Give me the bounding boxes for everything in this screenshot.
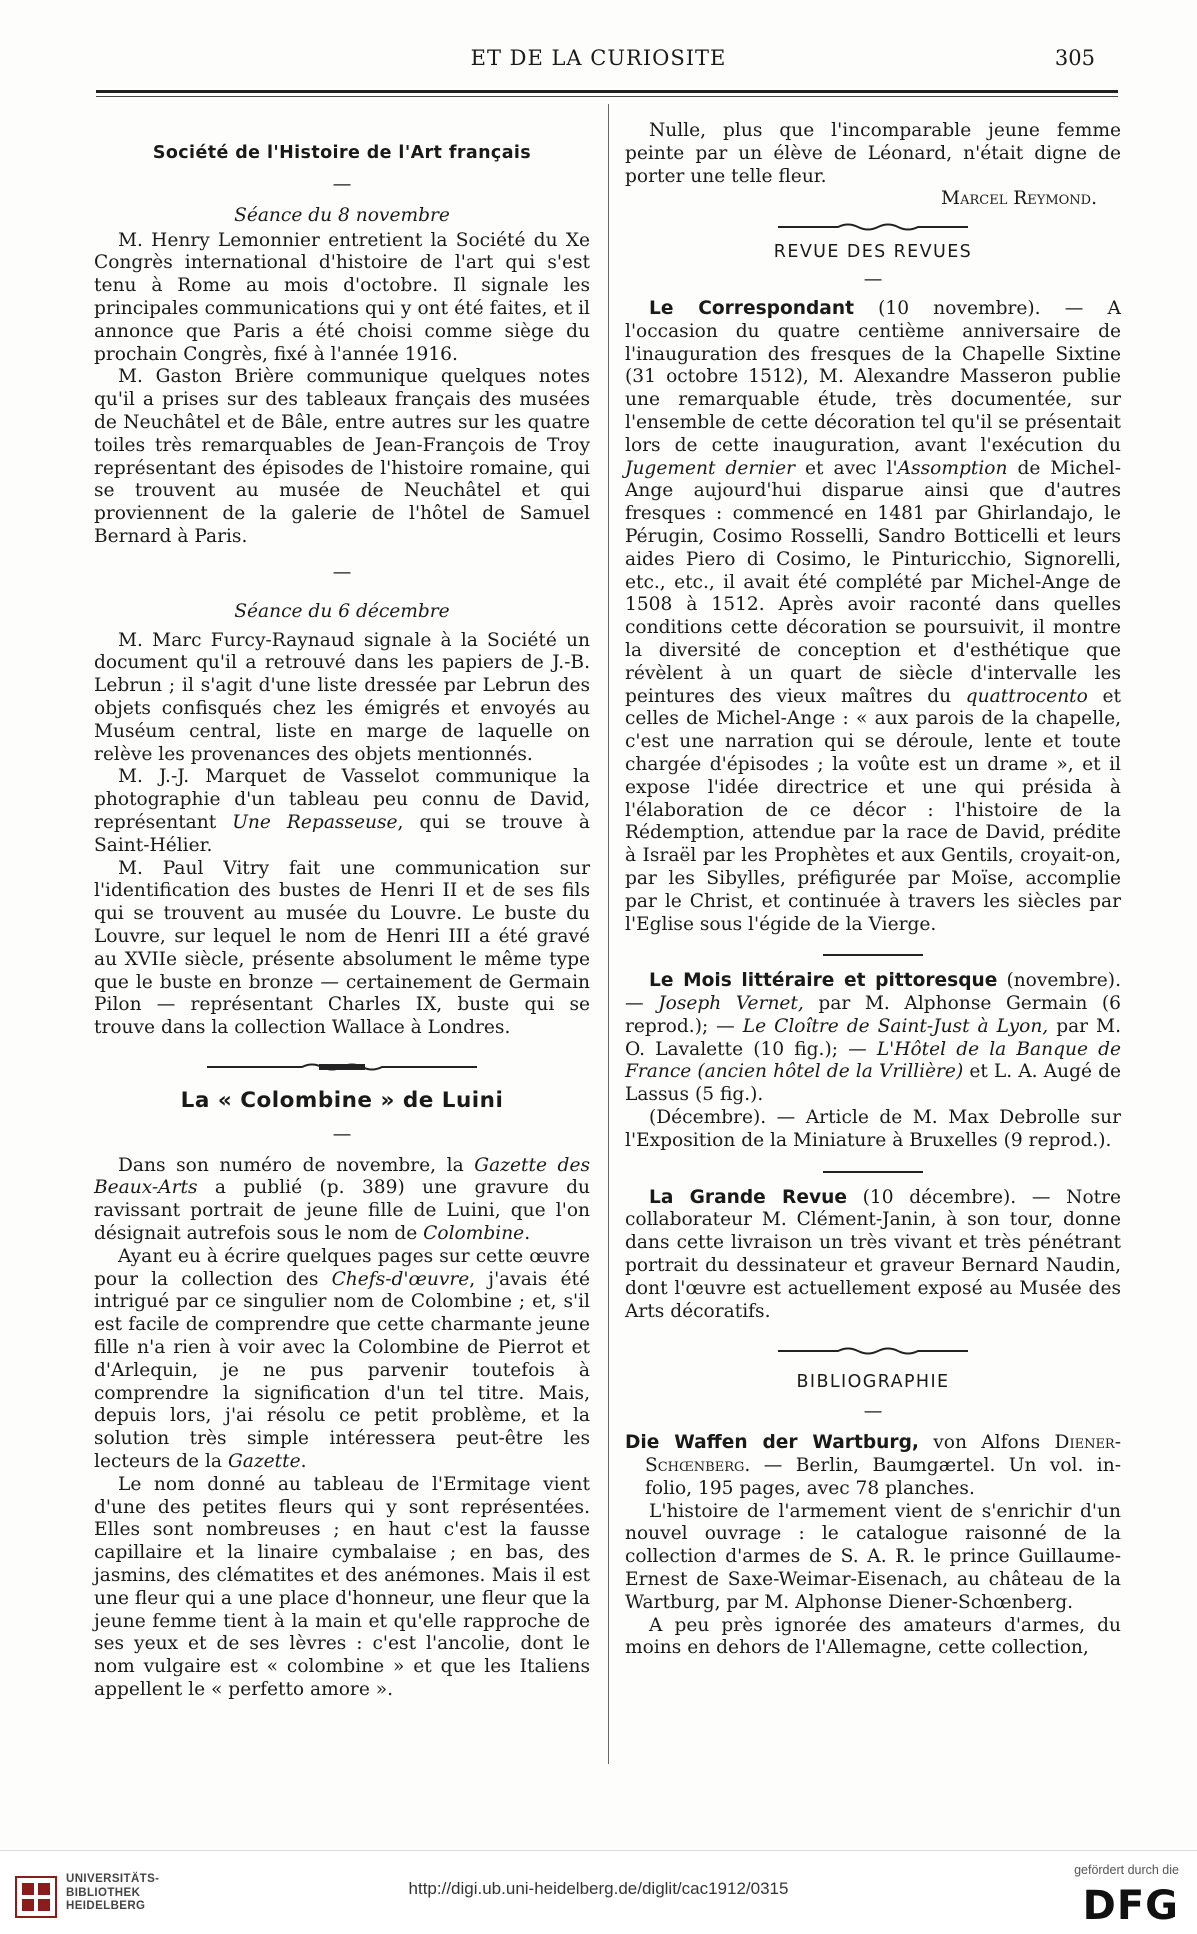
section-dash: —	[863, 268, 883, 290]
text-run: Ayant eu à écrire quelques pages sur cette œuvre pour la collection des	[94, 1245, 590, 1290]
library-name-line: BIBLIOTHEK	[66, 1886, 141, 1899]
term: quattrocento	[965, 685, 1088, 707]
text-run: par M. O. Lavalette (10 fig.); —	[625, 1015, 1121, 1060]
paragraph: Nulle, plus que l'incomparable jeune femme peinte par un élève de Léonard, n'était digne de porter une telle fleur.	[625, 120, 1121, 187]
paragraph: M. Henry Lemonnier entretient la Société du Xe Congrès international d'histoire de l'art qui s'est tenu à Rome au mois d'octobre. Il signale les principales communications qui y ont été faites, et il annonce que Paris a été choisi comme siège du prochain Congrès, fixé à l'année 1916.	[94, 229, 590, 365]
funding-caption: gefördert durch die	[1074, 1863, 1179, 1877]
ornament-divider	[778, 1345, 968, 1357]
ornament-divider	[207, 1060, 477, 1074]
author-name: Diener-Schœnberg	[645, 1432, 1121, 1477]
paragraph	[625, 1432, 1121, 1500]
article-title-colombine: La « Colombine » de Luini	[180, 1087, 504, 1113]
permalink-url[interactable]: http://digi.ub.uni-heidelberg.de/diglit/cac1912/0315	[408, 1879, 789, 1898]
paragraph: (Décembre). — Article de M. Max Debrolle sur l'Exposition de la Miniature à Bruxelles (9 reprod.).	[625, 1107, 1121, 1151]
text-run: M. J.-J. Marquet de Vasselot communique la photographie d'un tableau peu connu de David, représentant	[94, 766, 590, 833]
paragraph: M. Marc Furcy-Raynaud signale à la Société un document qu'il a retrouvé dans les papiers de J.-B. Lebrun ; il s'agit d'une liste dressée par Lebrun des objets confisqués chez les émigrés et envoyés au Muséum central, liste en marge de laquelle on relève les provenances des objets mentionnés.	[94, 629, 590, 765]
book-title: Die Waffen der Wartburg,	[625, 1432, 919, 1454]
paragraph	[625, 298, 1121, 936]
artwork-title: Colombine	[423, 1223, 525, 1245]
text-run: . — Berlin, Baumgærtel. Un vol. in-folio, 195 pages, avec 78 planches.	[645, 1455, 1121, 1499]
text-run: par M. Alphonse Germain (6 reprod.); —	[625, 993, 1122, 1037]
short-rule	[823, 1171, 923, 1173]
article-title: Joseph Vernet,	[658, 993, 804, 1015]
text-run: (10 décembre). — Notre collaborateur M. Clément-Janin, à son tour, donne dans cette livraison un très vivant et très pénétrant portrait du dessinateur et graveur Bernard Naudin, dont l'œuvre est actuellement exposé au Musée des Arts décoratifs.	[625, 1186, 1121, 1322]
section-title-societe: Société de l'Histoire de l'Art français	[152, 143, 532, 163]
text-run: Dans son numéro de novembre, la	[118, 1154, 464, 1176]
article-title: L'Hôtel de la Banque de France (ancien hôtel de la Vrillière)	[625, 1038, 1122, 1083]
library-name-line: HEIDELBERG	[66, 1900, 146, 1913]
publication-title: Gazette	[227, 1451, 301, 1473]
section-dash: —	[332, 561, 352, 583]
paragraph	[94, 1155, 590, 1246]
header-rule	[96, 90, 1118, 93]
running-header	[96, 46, 1101, 76]
text-run: .	[300, 1451, 307, 1473]
text-run: , j'avais été intrigué par ce singulier nom de Colombine ; et, s'il est facile de comprendre que cette charmante jeune fille n'a rien à voir avec la Colombine de Pierrot et d'Arlequin, je ne pus parvenir toutefois à comprendre la signification d'un tel titre. Mais, depuis lors, j'ai résolu ce petit problème, et la solution très simple intéressera peut-être les lecteurs de la	[94, 1268, 590, 1473]
author-signature: Marcel Reymond.	[941, 188, 1097, 210]
short-rule	[823, 954, 923, 956]
session-title-1: Séance du 8 novembre	[234, 204, 450, 226]
column-divider	[608, 104, 609, 1764]
publication-title: Gazette des Beaux-Arts	[94, 1154, 590, 1199]
ornament-divider	[778, 221, 968, 233]
review-name: La Grande Revue	[649, 1186, 847, 1208]
dfg-logo: DFG	[1082, 1883, 1179, 1929]
artwork-title: Jugement dernier	[625, 457, 796, 479]
text-run: (novembre). —	[625, 970, 1121, 1015]
review-name: Le Correspondant	[649, 297, 854, 319]
text-run: von Alfons	[933, 1432, 1041, 1454]
running-title: ET DE LA CURIOSITE	[470, 46, 727, 70]
text-run: et avec l'	[805, 457, 898, 479]
right-column	[625, 120, 1121, 1660]
library-name-line: UNIVERSITÄTS-	[66, 1873, 160, 1885]
section-dash: —	[332, 173, 352, 195]
header-rule-thin	[96, 96, 1118, 97]
text-run: de Michel-Ange aujourd'hui disparue ainsi que d'autres fresques : commencé en 1481 par Ghirlandajo, le Pérugin, Cosimo Rosselli, Sandro Botticelli et leurs aides Piero di Cosimo, le Pinturicchio, Signorelli, etc., etc., il avait été complété par Michel-Ange de 1508 à 1512. Après avoir raconté dans quelles conditions cette décoration se poursuivit, il montre la diversité de conception et d'esthétique que révèlent à un quart de siècle d'intervalle les peintures des vieux maîtres du	[625, 457, 1121, 707]
paragraph	[625, 970, 1121, 1107]
review-name: Le Mois littéraire et pittoresque	[649, 970, 998, 992]
paragraph: M. Paul Vitry fait une communication sur l'identification des bustes de Henri II et de ses fils qui se trouvent au musée du Louvre. Le buste du Louvre, sur lequel le nom de Henri III a été gravé au XVIIe siècle, présente absolument le même type que le buste en bronze — certainement de Germain Pilon — représentant Charles IX, buste qui se trouve dans la collection Wallace à Londres.	[94, 857, 590, 1039]
paragraph: L'histoire de l'armement vient de s'enrichir d'un nouvel ouvrage : le catalogue raisonné de la collection d'armes de S. A. R. le prince Guillaume-Ernest de Saxe-Weimar-Eisenach, au château de la Wartburg, par M. Alphonse Diener-Schœnberg.	[625, 1500, 1121, 1613]
publication-title: Chefs-d'œuvre	[331, 1268, 470, 1290]
artwork-title: Assomption	[897, 457, 1008, 479]
paragraph: M. Gaston Brière communique quelques notes qu'il a prises sur des tableaux français des musées de Neuchâtel et de Bâle, entre autres sur les quatre toiles très remarquables de Jean-François de Troy représentant des épisodes de l'histoire romaine, qui se trouvent au musée de Neuchâtel et qui proviennent de la galerie de l'hôtel de Samuel Bernard à Paris.	[94, 366, 590, 547]
text-run: , qui se trouve à Saint-Hélier.	[94, 811, 591, 856]
session-title-2: Séance du 6 décembre	[234, 600, 450, 622]
text-run: (10 novembre). — A l'occasion du quatre centième anniversaire de l'inauguration des fresques de la Chapelle Sixtine (31 octobre 1512), M. Alexandre Masseron publie une remarquable étude, très documentée, sur l'ensemble de cette décoration tel qu'il se présentait lors de cette inauguration, avant l'exécution du	[625, 297, 1121, 456]
paragraph: Le nom donné au tableau de l'Ermitage vient d'une des petites fleurs qui y sont représentées. Elles sont nombreuses ; en haut c'est la fausse capillaire et la linaire cymbalaise ; en bas, des jasmins, des clématites et des anémones. Mais il est une fleur qui a une place d'honneur, une fleur que la jeune femme tient à la main et qu'elle rapproche de ses yeux et de ses lèvres : c'est l'ancolie, dont le nom vulgaire est « colombine » et que les Italiens appellent le « perfetto amore ».	[94, 1473, 590, 1701]
section-title-revue: REVUE DES REVUES	[773, 242, 973, 263]
left-column	[94, 142, 590, 1702]
paragraph: A peu près ignorée des amateurs d'armes, du moins en dehors de l'Allemagne, cette collection,	[625, 1614, 1121, 1659]
digitization-footer	[0, 1850, 1197, 1934]
article-title: Le Cloître de Saint-Just à Lyon,	[742, 1015, 1049, 1037]
paragraph	[94, 766, 590, 857]
text-run: a publié (p. 389) une gravure du ravissant portrait de jeune fille de Luini, que l'on désignait autrefois sous le nom de	[94, 1177, 590, 1245]
section-dash: —	[332, 1123, 352, 1145]
page-number: 305	[1054, 46, 1095, 70]
section-dash: —	[863, 1401, 883, 1423]
artwork-title: Une Repasseuse	[232, 811, 398, 833]
text-run: et L. A. Augé de Lassus (5 fig.).	[625, 1061, 1121, 1106]
text-run: .	[524, 1223, 531, 1245]
text-run: et celles de Michel-Ange : « aux parois de la chapelle, c'est une narration qui se déroule, lente et toute chargée d'épisodes ; la voûte est un drame », et il expose l'idée directrice et une qui présida à l'élaboration de ce décor : l'histoire de la Rédemption, attendue par la race de David, prédite à Israël par les Prophètes et aux Gentils, croyait-on, par les Sibylles, préfigurée par Moïse, accomplie par le Christ, et continuée à travers les siècles par l'Eglise sous l'égide de la Vierge.	[625, 685, 1121, 935]
paragraph	[625, 1187, 1121, 1324]
section-title-bibliographie: BIBLIOGRAPHIE	[796, 1372, 950, 1393]
paragraph	[94, 1246, 590, 1474]
